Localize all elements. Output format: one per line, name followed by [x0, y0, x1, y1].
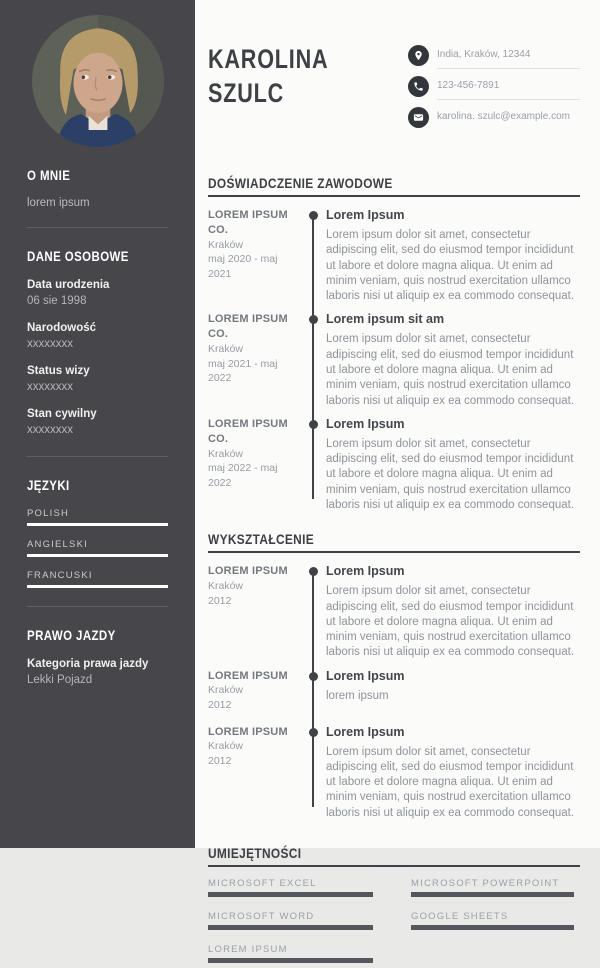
skill-item [208, 869, 373, 897]
entry-school: LOREM IPSUM [208, 565, 288, 578]
education-heading: WYKSZTAŁCENIE [208, 531, 315, 548]
language-level-bar [27, 523, 168, 526]
field-value: xxxxxxxx [27, 423, 73, 436]
experience-heading: DOŚWIADCZENIE ZAWODOWE [208, 175, 393, 191]
language-name: FRANCUSKI [27, 570, 93, 582]
entry-role: Lorem Ipsum [326, 416, 405, 431]
language-item [27, 539, 168, 557]
education-entries [208, 553, 580, 821]
skills-column-right [411, 869, 574, 968]
entry-dates: maj 2020 - maj 2021 [208, 253, 278, 281]
entry-company: LOREM IPSUM CO. [208, 417, 288, 445]
entry-description: Lorem ipsum dolor sit amet, consectetur adipiscing elit, sed do eiusmod tempor incididunt ut labore et dolore magna aliqua. Ut enim ad minim veniam, quis nostrud exercitation ullamco laboris nisi ut aliquip ex ea commodo consequat. [326, 333, 575, 407]
education-entry [208, 564, 580, 660]
timeline-dot [309, 315, 318, 324]
entry-dates: maj 2021 - maj 2022 [208, 357, 278, 385]
sidebar [0, 0, 195, 848]
skill-level-bar [208, 892, 373, 897]
language-name: POLISH [27, 508, 70, 520]
entry-location: Kraków [208, 684, 244, 697]
education-entry [208, 669, 580, 717]
page-title [208, 42, 359, 137]
field-value: 06 sie 1998 [27, 294, 87, 307]
timeline-dot [309, 211, 318, 220]
skill-level-bar [208, 925, 373, 930]
entry-meta [208, 208, 300, 304]
skill-item [411, 869, 574, 897]
entry-meta [208, 312, 300, 408]
entry-meta [208, 669, 300, 717]
about-text: lorem ipsum [27, 197, 90, 209]
entry-location: Kraków [208, 238, 244, 251]
field-value: xxxxxxxx [27, 337, 73, 350]
entry-school: LOREM IPSUM [208, 725, 288, 738]
entry-meta [208, 564, 300, 660]
entry-description: Lorem ipsum dolor sit amet, consectetur adipiscing elit, sed do eiusmod tempor incididunt ut labore et dolore magna aliqua. Ut enim ad minim veniam, quis nostrud exercitation ullamco laboris nisi ut aliquip ex ea commodo consequat. [326, 745, 575, 819]
driving-license-section [27, 627, 168, 688]
field-label: Stan cywilny [27, 408, 97, 421]
entry-location: Kraków [208, 580, 244, 593]
experience-entry [208, 417, 580, 513]
phone-icon [408, 76, 429, 97]
experience-entries [208, 197, 580, 513]
skill-level-bar [411, 925, 574, 930]
entry-body [326, 312, 580, 408]
sidebar-divider [27, 456, 168, 457]
driving-license-heading: PRAWO JAZDY [27, 627, 116, 644]
entry-role: Lorem Ipsum [326, 208, 405, 222]
skill-name: GOOGLE SHEETS [411, 911, 509, 923]
personal-heading: DANE OSOBOWE [27, 248, 129, 264]
sidebar-divider [27, 606, 168, 607]
education-section [208, 531, 580, 821]
personal-field-marital-status [27, 407, 168, 438]
education-entry [208, 725, 580, 821]
skill-item [208, 902, 373, 930]
entry-company: LOREM IPSUM CO. [208, 209, 288, 236]
last-name: SZULC [208, 78, 284, 109]
contact-row-phone [408, 76, 580, 100]
main-content [195, 0, 600, 956]
entry-school: LOREM IPSUM [208, 669, 288, 682]
first-name: KAROLINA [208, 44, 329, 74]
entry-description: Lorem ipsum dolor sit amet, consectetur adipiscing elit, sed do eiusmod tempor incididunt ut labore et dolore magna aliqua. Ut enim ad minim veniam, quis nostrud exercitation ullamco laboris nisi ut aliquip ex ea commodo consequat. [326, 437, 575, 511]
avatar-photo-illustration [32, 15, 164, 147]
timeline-cell [300, 312, 326, 408]
contact-row-address [408, 45, 580, 69]
skills-section [208, 845, 580, 968]
entry-body [326, 669, 580, 717]
language-name: ANGIELSKI [27, 539, 88, 551]
location-pin-icon [408, 45, 429, 66]
personal-field-visa-status [27, 364, 168, 395]
field-label: Data urodzenia [27, 279, 110, 291]
about-heading: O MNIE [27, 167, 71, 183]
language-level-bar [27, 585, 168, 588]
language-item [27, 570, 168, 588]
entry-description: lorem ipsum [326, 689, 389, 702]
skill-item [208, 935, 373, 963]
timeline-cell [300, 208, 326, 304]
skills-columns [208, 869, 580, 968]
field-value: xxxxxxxx [27, 380, 73, 393]
skills-column-left [208, 869, 373, 968]
avatar [32, 15, 164, 147]
entry-year: 2012 [208, 594, 232, 607]
contact-phone: 123-456-7891 [437, 76, 580, 100]
timeline-dot [309, 567, 318, 576]
entry-role: Lorem ipsum sit am [326, 312, 445, 327]
language-level-bar [27, 554, 168, 557]
entry-degree: Lorem Ipsum [326, 668, 405, 683]
skill-item [411, 902, 574, 930]
contact-email: karolina. szulc@example.com [437, 111, 570, 122]
languages-heading: JĘZYKI [27, 477, 70, 494]
about-section [27, 167, 168, 209]
timeline-cell [300, 564, 326, 660]
contact-address: India, Kraków, 12344 [437, 45, 580, 69]
entry-year: 2012 [208, 699, 232, 712]
field-value: Lekki Pojazd [27, 673, 93, 686]
entry-body [326, 417, 580, 513]
language-item [27, 508, 168, 526]
skill-name: MICROSOFT WORD [208, 911, 315, 923]
field-label: Kategoria prawa jazdy [27, 658, 149, 671]
timeline-cell [300, 669, 326, 717]
timeline-cell [300, 725, 326, 821]
mail-icon [408, 107, 429, 128]
skill-name: LOREM IPSUM [208, 944, 288, 956]
timeline-dot [309, 728, 318, 737]
entry-company: LOREM IPSUM CO. [208, 313, 288, 341]
entry-body [326, 564, 580, 660]
contact-row-email [408, 107, 580, 130]
skill-name: MICROSOFT EXCEL [208, 878, 317, 890]
entry-body [326, 208, 580, 304]
entry-location: Kraków [208, 447, 244, 460]
languages-section [27, 477, 168, 588]
experience-entry [208, 312, 580, 408]
sidebar-divider [27, 227, 168, 228]
personal-field-birthdate [27, 278, 168, 309]
entry-year: 2012 [208, 755, 232, 768]
section-rule [208, 865, 580, 867]
personal-section [27, 248, 168, 438]
skill-name: MICROSOFT POWERPOINT [411, 878, 560, 890]
header [208, 42, 580, 137]
skills-heading: UMIEJĘTNOŚCI [208, 845, 302, 862]
entry-meta [208, 725, 300, 821]
timeline-cell [300, 417, 326, 513]
timeline-dot [309, 672, 318, 681]
skill-level-bar [208, 958, 373, 963]
timeline-dot [309, 420, 318, 429]
driving-license-field [27, 657, 168, 688]
contact-list [408, 45, 580, 137]
field-label: Narodowość [27, 322, 97, 335]
field-label: Status wizy [27, 365, 90, 378]
entry-degree: Lorem Ipsum [326, 564, 405, 579]
personal-field-nationality [27, 321, 168, 352]
entry-description: Lorem ipsum dolor sit amet, consectetur adipiscing elit, sed do eiusmod tempor incididunt ut labore et dolore magna aliqua. Ut enim ad minim veniam, quis nostrud exercitation ullamco laboris nisi ut aliquip ex ea commodo consequat. [326, 229, 575, 303]
entry-location: Kraków [208, 740, 244, 753]
experience-entry [208, 208, 580, 304]
entry-meta [208, 417, 300, 513]
entry-body [326, 725, 580, 821]
entry-description: Lorem ipsum dolor sit amet, consectetur adipiscing elit, sed do eiusmod tempor incididunt ut labore et dolore magna aliqua. Ut enim ad minim veniam, quis nostrud exercitation ullamco laboris nisi ut aliquip ex ea commodo consequat. [326, 585, 575, 659]
entry-dates: maj 2022 - maj 2022 [208, 462, 278, 489]
skill-level-bar [411, 892, 574, 897]
experience-section [208, 175, 580, 513]
entry-degree: Lorem Ipsum [326, 724, 405, 739]
entry-location: Kraków [208, 343, 244, 356]
